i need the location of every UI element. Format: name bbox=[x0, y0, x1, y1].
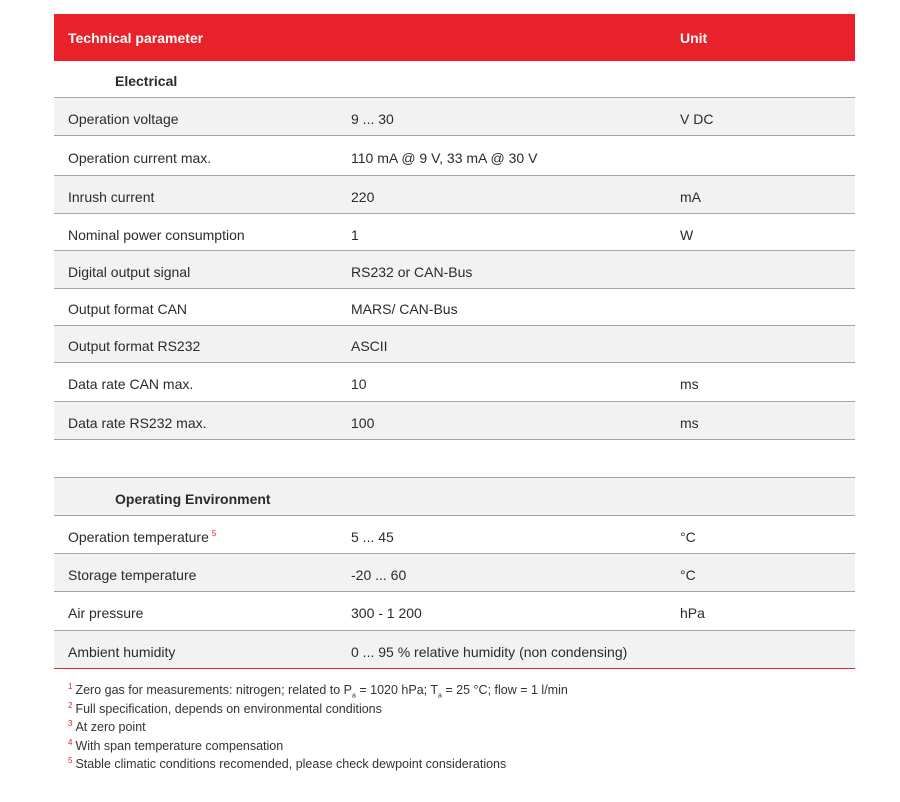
param-value: MARS/ CAN-Bus bbox=[351, 301, 458, 317]
table-row bbox=[54, 631, 855, 669]
param-label: Inrush current bbox=[68, 189, 155, 205]
header-unit: Unit bbox=[680, 30, 708, 46]
table-row bbox=[54, 289, 855, 326]
param-label: Ambient humidity bbox=[68, 644, 176, 660]
footnote-text: = 1020 hPa; T bbox=[355, 683, 439, 698]
param-unit: W bbox=[680, 227, 694, 243]
param-unit: °C bbox=[680, 567, 696, 583]
param-label: Output format CAN bbox=[68, 301, 188, 317]
footnote-number: 4 bbox=[68, 737, 73, 747]
footnote-ref: 5 bbox=[211, 529, 217, 539]
footnote-text: At zero point bbox=[75, 720, 146, 735]
footnote-text: Full specification, depends on environmental conditions bbox=[75, 701, 382, 716]
footnote-text: Zero gas for measurements: nitrogen; related to P bbox=[75, 683, 352, 698]
param-unit: V DC bbox=[680, 111, 714, 127]
table-row bbox=[54, 592, 855, 631]
param-label: Air pressure bbox=[68, 605, 144, 621]
param-value: 0 ... 95 % relative humidity (non condensing) bbox=[351, 644, 628, 660]
table-row bbox=[54, 251, 855, 289]
param-label: Nominal power consumption bbox=[68, 227, 245, 243]
param-value: ASCII bbox=[351, 338, 388, 354]
footnote-4 bbox=[68, 734, 568, 753]
spec-table bbox=[54, 14, 855, 669]
param-value: 100 bbox=[351, 415, 375, 431]
param-value: -20 ... 60 bbox=[351, 567, 407, 583]
param-value: 1 bbox=[351, 227, 359, 243]
footnote-3 bbox=[68, 715, 568, 734]
param-label: Data rate RS232 max. bbox=[68, 415, 207, 431]
table-row bbox=[54, 214, 855, 251]
table-header bbox=[54, 14, 855, 61]
param-label bbox=[68, 529, 216, 545]
param-unit: °C bbox=[680, 529, 696, 545]
table-row bbox=[54, 554, 855, 592]
header-parameter: Technical parameter bbox=[68, 30, 204, 46]
footnote-subscript: a bbox=[351, 692, 356, 700]
param-label: Digital output signal bbox=[68, 264, 191, 280]
footnotes bbox=[68, 678, 568, 771]
param-value: 9 ... 30 bbox=[351, 111, 394, 127]
table-row bbox=[54, 516, 855, 554]
table-row bbox=[54, 363, 855, 402]
footnote-number: 3 bbox=[68, 719, 73, 728]
param-unit: hPa bbox=[680, 605, 705, 621]
footnote-5 bbox=[68, 752, 568, 771]
table-row bbox=[54, 176, 855, 214]
param-label-text: Operation temperature bbox=[68, 529, 209, 545]
section-electrical bbox=[54, 61, 855, 98]
param-value: 10 bbox=[351, 376, 367, 392]
footnote-text: Stable climatic conditions recomended, please check dewpoint considerations bbox=[75, 757, 507, 772]
param-value: RS232 or CAN-Bus bbox=[351, 264, 473, 280]
footnote-number: 5 bbox=[68, 756, 73, 765]
footnote-text: With span temperature compensation bbox=[75, 738, 284, 753]
param-label: Operation current max. bbox=[68, 150, 212, 166]
param-value: 110 mA @ 9 V, 33 mA @ 30 V bbox=[351, 150, 538, 166]
footnote-number: 2 bbox=[68, 700, 73, 710]
section-title: Operating Environment bbox=[115, 491, 271, 507]
table-row bbox=[54, 402, 855, 440]
footnote-1 bbox=[68, 678, 568, 700]
footnote-subscript: a bbox=[438, 692, 442, 700]
table-row bbox=[54, 98, 855, 136]
footnote-2 bbox=[68, 697, 568, 716]
param-value: 5 ... 45 bbox=[351, 529, 394, 545]
param-label: Storage temperature bbox=[68, 567, 197, 583]
section-environment bbox=[54, 478, 855, 516]
param-unit: ms bbox=[680, 415, 699, 431]
section-spacer bbox=[54, 440, 855, 478]
param-label: Data rate CAN max. bbox=[68, 376, 194, 392]
param-unit: ms bbox=[680, 376, 699, 392]
param-unit: mA bbox=[680, 189, 701, 205]
param-label: Output format RS232 bbox=[68, 338, 201, 354]
table-row bbox=[54, 326, 855, 363]
footnote-number: 1 bbox=[68, 682, 73, 691]
footnote-text: = 25 °C; flow = 1 l/min bbox=[441, 683, 568, 698]
section-title: Electrical bbox=[115, 73, 178, 89]
param-value: 300 - 1 200 bbox=[351, 605, 422, 621]
table-row bbox=[54, 136, 855, 176]
param-label: Operation voltage bbox=[68, 111, 179, 127]
param-value: 220 bbox=[351, 189, 375, 205]
